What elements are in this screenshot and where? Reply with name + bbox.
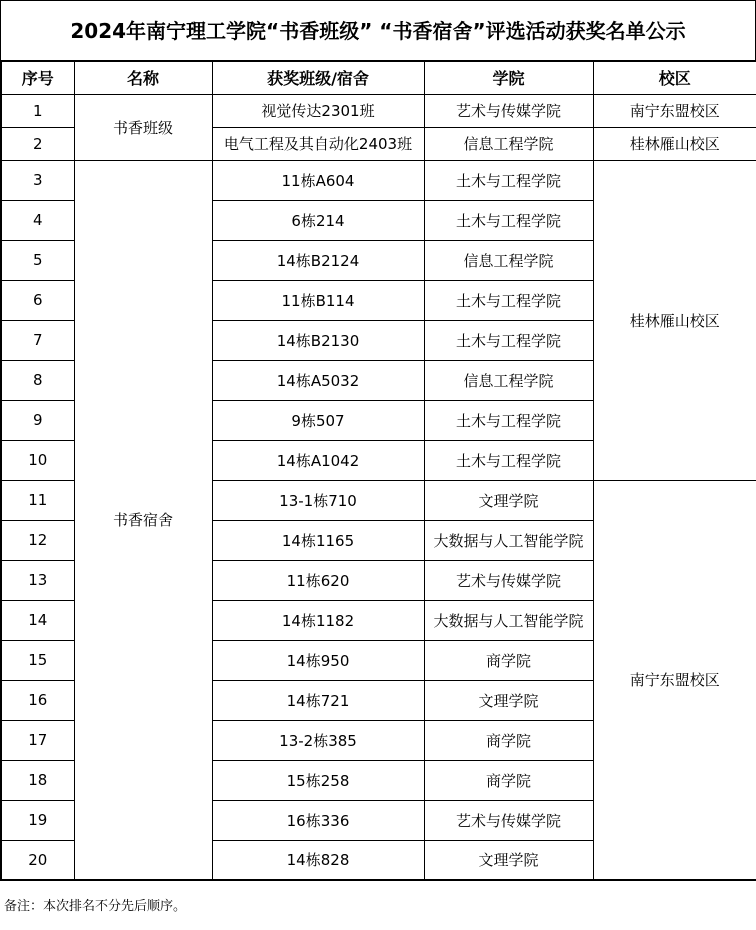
row-unit: 视觉传达2301班 — [212, 94, 424, 127]
row-unit: 14栋A1042 — [212, 440, 424, 480]
row-college: 土木与工程学院 — [424, 200, 593, 240]
row-college: 土木与工程学院 — [424, 320, 593, 360]
row-unit: 11栋620 — [212, 560, 424, 600]
row-campus: 南宁东盟校区 — [593, 94, 756, 127]
row-college: 信息工程学院 — [424, 360, 593, 400]
row-index: 3 — [1, 160, 74, 200]
row-index: 18 — [1, 760, 74, 800]
campus-yanshan-cell: 桂林雁山校区 — [593, 160, 756, 480]
row-index: 6 — [1, 280, 74, 320]
row-index: 17 — [1, 720, 74, 760]
row-index: 20 — [1, 840, 74, 880]
row-index: 10 — [1, 440, 74, 480]
row-index: 15 — [1, 640, 74, 680]
row-unit: 14栋A5032 — [212, 360, 424, 400]
row-college: 土木与工程学院 — [424, 160, 593, 200]
row-campus: 桂林雁山校区 — [593, 127, 756, 160]
row-unit: 11栋A604 — [212, 160, 424, 200]
row-unit: 14栋828 — [212, 840, 424, 880]
row-unit: 13-1栋710 — [212, 480, 424, 520]
row-unit: 14栋950 — [212, 640, 424, 680]
row-unit: 14栋B2124 — [212, 240, 424, 280]
row-unit: 9栋507 — [212, 400, 424, 440]
row-college: 土木与工程学院 — [424, 400, 593, 440]
row-college: 土木与工程学院 — [424, 280, 593, 320]
row-index: 19 — [1, 800, 74, 840]
row-index: 4 — [1, 200, 74, 240]
row-college: 信息工程学院 — [424, 127, 593, 160]
header-unit: 获奖班级/宿舍 — [212, 61, 424, 94]
row-college: 文理学院 — [424, 680, 593, 720]
award-table — [0, 60, 756, 881]
row-index: 14 — [1, 600, 74, 640]
row-college: 艺术与传媒学院 — [424, 560, 593, 600]
row-index: 9 — [1, 400, 74, 440]
row-index: 8 — [1, 360, 74, 400]
row-index: 13 — [1, 560, 74, 600]
row-unit: 16栋336 — [212, 800, 424, 840]
table-row — [1, 94, 756, 127]
row-college: 信息工程学院 — [424, 240, 593, 280]
row-index: 2 — [1, 127, 74, 160]
row-college: 大数据与人工智能学院 — [424, 600, 593, 640]
row-unit: 电气工程及其自动化2403班 — [212, 127, 424, 160]
row-unit: 11栋B114 — [212, 280, 424, 320]
row-unit: 14栋B2130 — [212, 320, 424, 360]
row-unit: 14栋721 — [212, 680, 424, 720]
row-index: 1 — [1, 94, 74, 127]
table-header-row — [1, 61, 756, 94]
row-unit: 6栋214 — [212, 200, 424, 240]
header-name: 名称 — [74, 61, 212, 94]
row-college: 商学院 — [424, 760, 593, 800]
row-unit: 15栋258 — [212, 760, 424, 800]
row-index: 11 — [1, 480, 74, 520]
table-row — [1, 160, 756, 200]
row-college: 大数据与人工智能学院 — [424, 520, 593, 560]
header-index: 序号 — [1, 61, 74, 94]
group-dorm-cell: 书香宿舍 — [74, 160, 212, 880]
page-title: 2024年南宁理工学院“书香班级” “书香宿舍”评选活动获奖名单公示 — [0, 0, 756, 60]
group-class-cell: 书香班级 — [74, 94, 212, 160]
row-index: 7 — [1, 320, 74, 360]
row-college: 艺术与传媒学院 — [424, 800, 593, 840]
header-college: 学院 — [424, 61, 593, 94]
row-college: 商学院 — [424, 640, 593, 680]
row-index: 5 — [1, 240, 74, 280]
row-unit: 13-2栋385 — [212, 720, 424, 760]
row-college: 土木与工程学院 — [424, 440, 593, 480]
row-index: 16 — [1, 680, 74, 720]
row-college: 商学院 — [424, 720, 593, 760]
row-college: 文理学院 — [424, 480, 593, 520]
row-index: 12 — [1, 520, 74, 560]
campus-dongmeng-cell: 南宁东盟校区 — [593, 480, 756, 880]
header-campus: 校区 — [593, 61, 756, 94]
row-unit: 14栋1165 — [212, 520, 424, 560]
row-college: 艺术与传媒学院 — [424, 94, 593, 127]
row-unit: 14栋1182 — [212, 600, 424, 640]
footnote: 备注：本次排名不分先后顺序。 — [4, 899, 187, 914]
row-college: 文理学院 — [424, 840, 593, 880]
